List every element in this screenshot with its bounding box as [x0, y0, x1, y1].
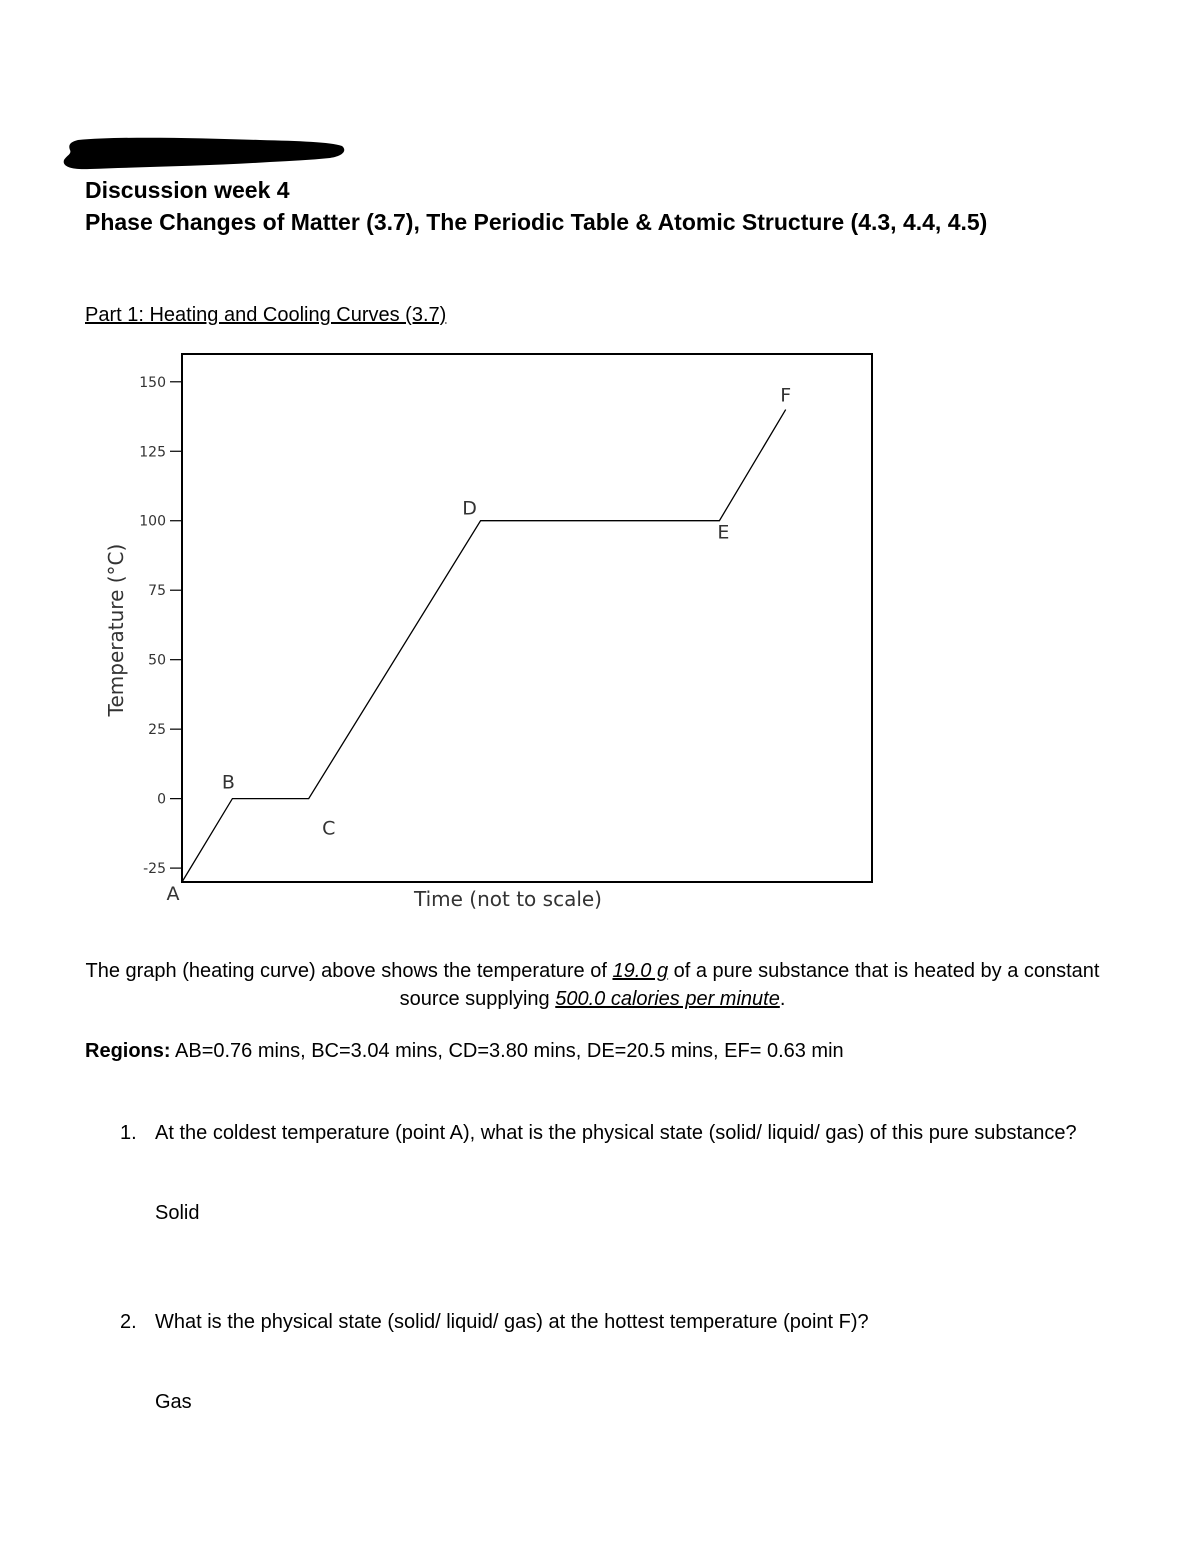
- point-label-f: F: [780, 384, 792, 407]
- y-tick-label: 125: [139, 444, 166, 461]
- part-1-heading: Part 1: Heating and Cooling Curves (3.7): [85, 304, 447, 326]
- question-text: At the coldest temperature (point A), what is the physical state (solid/ liquid/ gas) of this pure substance?: [155, 1122, 1077, 1144]
- heating-curve-line: [182, 410, 786, 882]
- heating-rate: 500.0 calories per minute: [555, 988, 780, 1010]
- regions-line: [85, 1037, 844, 1065]
- heating-curve-description: [85, 957, 1100, 1013]
- x-axis-label: Time (not to scale): [414, 887, 602, 911]
- redacted-name-mark: [60, 134, 345, 172]
- regions-values: AB=0.76 mins, BC=3.04 mins, CD=3.80 mins, DE=20.5 mins, EF= 0.63 min: [170, 1040, 844, 1062]
- question-number: 2.: [120, 1311, 137, 1333]
- question-text: What is the physical state (solid/ liquid/ gas) at the hottest temperature (point F)?: [155, 1311, 869, 1333]
- point-label-d: D: [462, 497, 477, 520]
- y-tick-label: -25: [143, 861, 166, 878]
- y-axis-label: Temperature (°C): [104, 543, 128, 717]
- y-tick-label: 25: [148, 722, 166, 739]
- y-tick-label: 75: [148, 583, 166, 600]
- answer-2: Gas: [155, 1391, 192, 1413]
- point-label-e: E: [717, 521, 730, 544]
- description-part-3: .: [779, 988, 786, 1010]
- y-tick-label: 150: [139, 374, 166, 391]
- y-tick-label: 0: [157, 791, 166, 808]
- point-label-a: A: [166, 883, 180, 905]
- point-label-c: C: [322, 817, 336, 840]
- point-label-b: B: [221, 771, 235, 794]
- sample-mass: 19.0 g: [612, 960, 669, 982]
- heating-curve-chart: [95, 340, 895, 920]
- regions-label: Regions:: [85, 1040, 171, 1062]
- plot-frame: [182, 354, 872, 882]
- question-number: 1.: [120, 1122, 137, 1144]
- answer-1: Solid: [155, 1202, 200, 1224]
- document-title: Discussion week 4: [85, 177, 290, 203]
- description-part-2: of a pure substance that is heated by a constant source supplying: [399, 960, 1100, 1010]
- y-tick-label: 50: [148, 652, 166, 669]
- description-part-1: The graph (heating curve) above shows the temperature of: [85, 960, 613, 982]
- document-subtitle: Phase Changes of Matter (3.7), The Periodic Table & Atomic Structure (4.3, 4.4, 4.5): [85, 209, 988, 235]
- y-tick-label: 100: [139, 513, 166, 530]
